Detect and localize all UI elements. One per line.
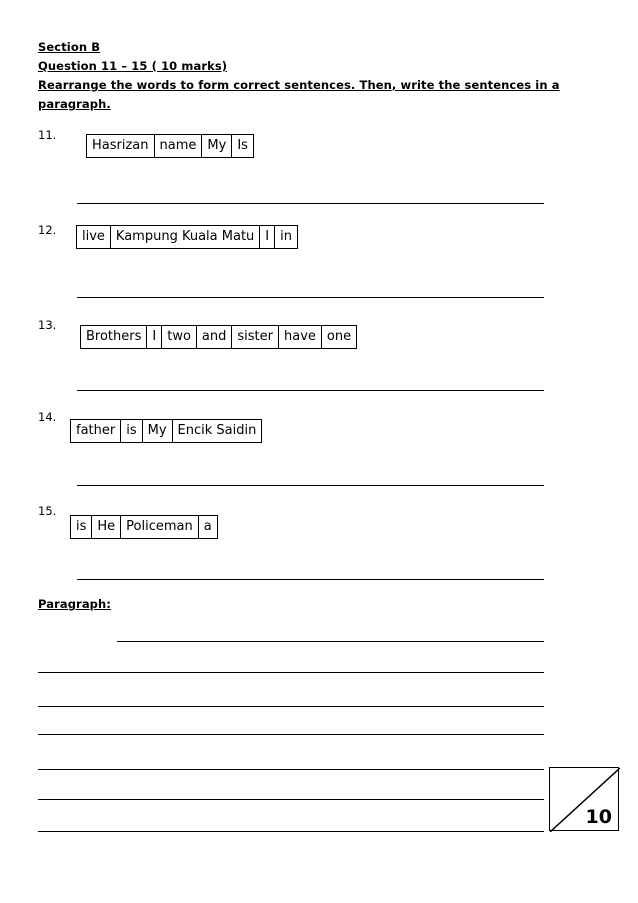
word-box: Kampung Kuala Matu: [111, 226, 260, 248]
word-box: My: [143, 420, 173, 442]
answer-line[interactable]: [77, 485, 544, 486]
score-total: 10: [585, 806, 612, 828]
question-number: 15.: [38, 504, 57, 518]
paragraph-line[interactable]: [38, 706, 544, 707]
instruction-line-1: Rearrange the words to form correct sentences. Then, write the sentences in a: [38, 78, 560, 92]
word-box: Is: [237, 138, 248, 153]
word-box: live: [77, 226, 111, 248]
question-number: 12.: [38, 223, 57, 237]
word-box: is: [121, 420, 142, 442]
answer-line[interactable]: [77, 297, 544, 298]
paragraph-label: Paragraph:: [38, 597, 111, 611]
word-box-row: [70, 419, 262, 443]
word-box-row: [70, 515, 218, 539]
question-number: 11.: [38, 128, 57, 142]
word-box: father: [71, 420, 121, 442]
word-box: a: [203, 519, 212, 534]
score-box: [549, 767, 619, 831]
word-box: in: [280, 229, 292, 244]
section-title: Section B: [38, 40, 101, 54]
answer-line[interactable]: [77, 390, 544, 391]
word-box: have: [279, 326, 322, 348]
question-range: Question 11 – 15 ( 10 marks): [38, 59, 228, 73]
word-box: Encik Saidin: [177, 423, 257, 438]
word-box: He: [92, 516, 121, 538]
question-number: 13.: [38, 318, 57, 332]
word-box: is: [71, 516, 92, 538]
instruction-line-2: paragraph.: [38, 97, 111, 111]
word-box: I: [260, 226, 275, 248]
word-box: Hasrizan: [87, 135, 155, 157]
paragraph-line[interactable]: [38, 799, 544, 800]
paragraph-line[interactable]: [38, 672, 544, 673]
word-box: I: [147, 326, 162, 348]
word-box: one: [326, 329, 352, 344]
answer-line[interactable]: [77, 203, 544, 204]
word-box: My: [202, 135, 232, 157]
word-box: Policeman: [121, 516, 199, 538]
paragraph-line[interactable]: [38, 734, 544, 735]
word-box: sister: [232, 326, 279, 348]
paragraph-line[interactable]: [38, 769, 544, 770]
word-box-row: [80, 325, 357, 349]
paragraph-line[interactable]: [117, 641, 544, 642]
word-box: Brothers: [81, 326, 147, 348]
paragraph-line[interactable]: [38, 831, 544, 832]
answer-line[interactable]: [77, 579, 544, 580]
word-box: and: [197, 326, 232, 348]
word-box-row: [76, 225, 298, 249]
question-number: 14.: [38, 410, 57, 424]
word-box: name: [155, 135, 203, 157]
word-box: two: [162, 326, 197, 348]
word-box-row: [86, 134, 254, 158]
